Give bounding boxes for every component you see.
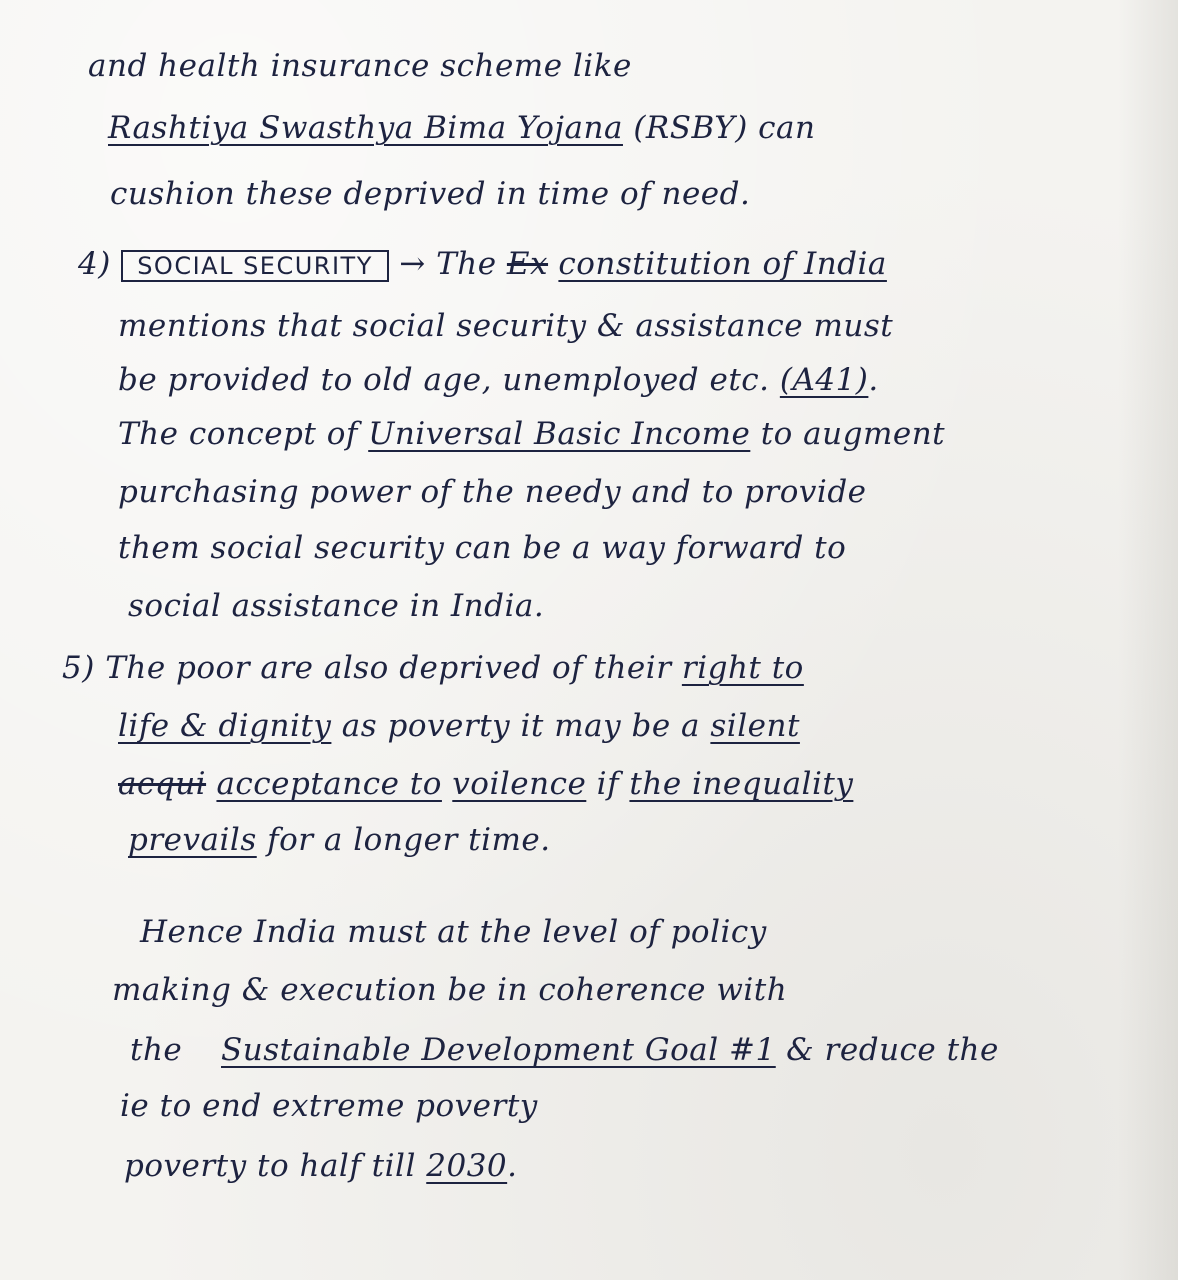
line-14-text: for a longer time. [267, 822, 551, 858]
struck-word: Ex [506, 246, 549, 282]
line-6-end: . [868, 362, 879, 398]
line-19-text: poverty to half till [124, 1148, 416, 1184]
line-5-text: mentions that social security & assistance must [118, 308, 894, 344]
social-security-heading-box: SOCIAL SECURITY [121, 250, 389, 282]
line-19 [124, 1148, 518, 1184]
line-17 [130, 1032, 999, 1068]
line-1 [88, 48, 632, 84]
line-7-text-a: The concept of [118, 416, 358, 452]
line-13 [118, 766, 853, 802]
line-17-reduce-the: & reduce the [786, 1032, 999, 1068]
line-2-rest: (RSBY) can [633, 110, 816, 146]
line-3 [110, 176, 750, 212]
line-16 [112, 972, 787, 1008]
life-and-dignity: life & dignity [118, 708, 332, 744]
line-18-text: ie to end extreme poverty [120, 1088, 538, 1124]
line-13-if: if [596, 766, 620, 802]
line-18 [120, 1088, 538, 1124]
point-number-4: 4) [78, 246, 111, 282]
line-5 [118, 308, 893, 344]
line-10-text: social assistance in India. [128, 588, 545, 624]
line-12 [118, 708, 800, 744]
page-edge-shadow [1118, 0, 1178, 1280]
line-7 [118, 416, 945, 452]
line-6-text: be provided to old age, unemployed etc. [118, 362, 770, 398]
point-number-5: 5) [62, 650, 95, 686]
line-10 [128, 588, 544, 624]
line-9-text: them social security can be a way forward to [118, 530, 847, 566]
year-2030: 2030 [426, 1148, 508, 1184]
universal-basic-income: Universal Basic Income [368, 416, 751, 452]
constitution-of-india: constitution of India [558, 246, 887, 282]
line-4 [78, 246, 887, 282]
line-12-text: as poverty it may be a [341, 708, 701, 744]
line-11 [62, 650, 804, 686]
acceptance-to: acceptance to [216, 766, 442, 802]
right-to: right to [681, 650, 804, 686]
prevails: prevails [128, 822, 257, 858]
line-16-text: making & execution be in coherence with [112, 972, 788, 1008]
line-1-text: and health insurance scheme like [88, 48, 632, 84]
rsby-scheme-name: Rashtiya Swasthya Bima Yojana [108, 110, 623, 146]
article-41: (A41) [779, 362, 869, 398]
line-7-text-b: to augment [760, 416, 946, 452]
line-15-text: Hence India must at the level of policy [140, 914, 767, 950]
line-2 [108, 110, 815, 146]
line-8 [118, 474, 867, 510]
the-inequality: the inequality [629, 766, 854, 802]
line-15 [140, 914, 767, 950]
sustainable-development-goal-1: Sustainable Development Goal #1 [221, 1032, 776, 1068]
line-6 [118, 362, 879, 398]
struck-acqui: acqui [118, 766, 207, 802]
line-3-text: cushion these deprived in time of need. [110, 176, 751, 212]
silent: silent [710, 708, 800, 744]
line-14 [128, 822, 551, 858]
line-11-text: The poor are also deprived of their [105, 650, 672, 686]
line-8-text: purchasing power of the needy and to provide [118, 474, 867, 510]
line-17-the: the [130, 1032, 183, 1068]
voilence: voilence [452, 766, 587, 802]
arrow-text: → The [399, 246, 497, 282]
line-19-end: . [507, 1148, 518, 1184]
line-9 [118, 530, 846, 566]
